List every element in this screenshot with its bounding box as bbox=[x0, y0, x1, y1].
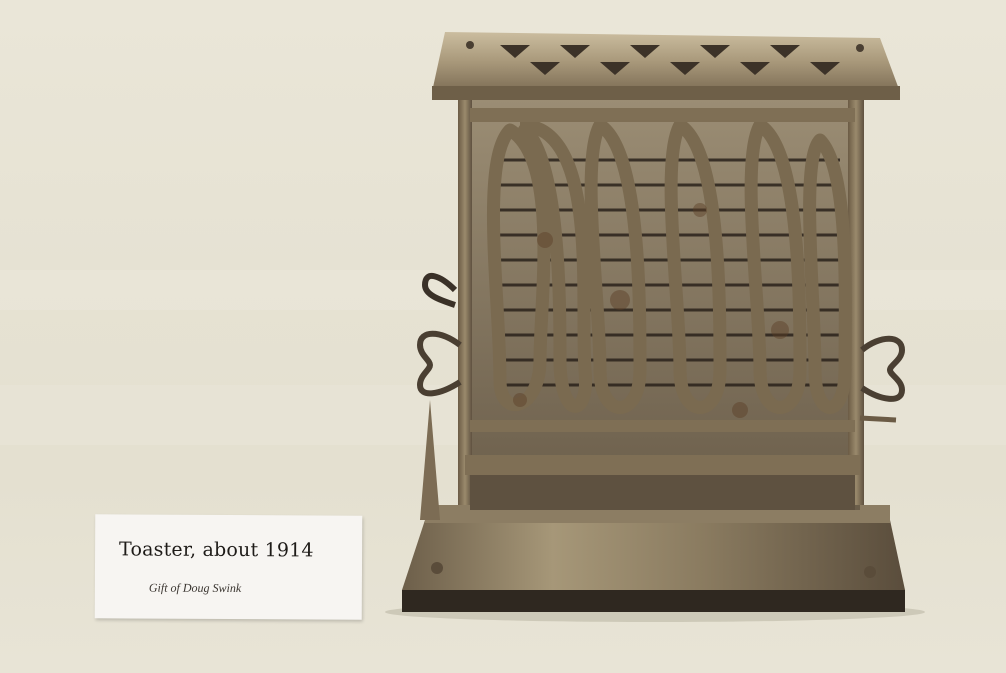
label-credit: Gift of Doug Swink bbox=[148, 580, 242, 596]
museum-label-card bbox=[95, 514, 363, 619]
frame-post-left bbox=[458, 95, 472, 505]
toaster-lid bbox=[432, 32, 900, 100]
crumb-tray bbox=[470, 475, 855, 510]
label-title: Toaster, about 1914 bbox=[119, 538, 314, 562]
